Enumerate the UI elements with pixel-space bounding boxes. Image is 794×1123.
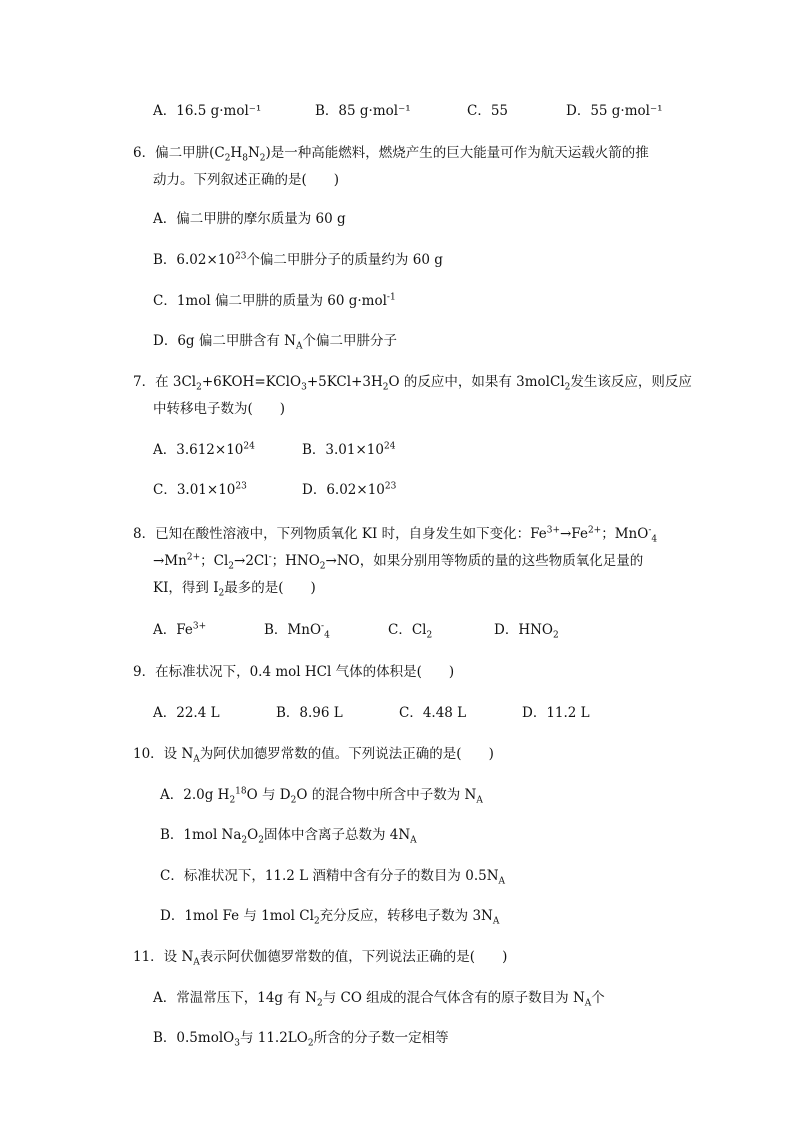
q8-option-d: D．$HNO_2$ (494, 622, 559, 641)
q7-stem-line1: 7．在 $3Cl_2+6KOH=KClO_3+5KCl+3H_2O$ 的反应中，如果有 3molCl$_2$发生该反应，则反应 (133, 374, 692, 393)
q11-option-a: A．常温常压下，14g 有 $N_2$与 CO 组成的混合气体含有的原子数目为 $N_A$个 (153, 990, 605, 1009)
q6-option-a: A．偏二甲肼的摩尔质量为 60 g (153, 211, 346, 227)
q8-stem-line1: 8．已知在酸性溶液中，下列物质氧化 KI 时，自身发生如下变化：$Fe^{3+}\to Fe^{2+}$；MnO-$_4$ (133, 525, 658, 545)
q6-option-d: D．6g 偏二甲肼含有 $N_A$个偏二甲肼分子 (153, 333, 397, 352)
q10-stem: 10．设 $N_A$为阿伏加德罗常数的值。下列说法正确的是( ) (133, 746, 494, 765)
q7-option-d: D．$6.02\times 10^{23}$ (302, 481, 397, 498)
q5-option-a: A．16.5 g·mol⁻¹ (153, 103, 262, 119)
q7-option-b: B．$3.01\times 10^{24}$ (302, 441, 396, 458)
q7-option-c: C．$3.01\times 10^{23}$ (153, 481, 247, 498)
q9-option-d: D．11.2 L (522, 705, 590, 721)
q7-stem-line2: 中转移电子数为( ) (153, 401, 286, 417)
q5-option-c: C．55 (467, 103, 509, 119)
q9-option-c: C．4.48 L (399, 705, 467, 721)
q10-option-c: C．标准状况下，11.2 L 酒精中含有分子的数目为 $0.5N_A$ (160, 868, 506, 887)
q10-option-a: A．2.0g $H_2^{18}O$ 与 $D_2O$ 的混合物中所含中子数为 $N_A$ (160, 786, 483, 806)
q8-stem-line3: KI，得到 $I_2$最多的是( ) (153, 580, 316, 599)
q6-stem-line1: 6．偏二甲肼$(C_2H_8N_2)$是一种高能燃料，燃烧产生的巨大能量可作为航天运载火箭的推 (133, 145, 649, 164)
q9-option-b: B．8.96 L (276, 705, 343, 721)
q7-option-a: A．$3.612\times 10^{24}$ (153, 441, 255, 458)
q9-stem: 9．在标准状况下，0.4 mol HCl 气体的体积是( ) (133, 664, 455, 680)
q6-option-c: C．1mol 偏二甲肼的质量为 60 g·mol$^{-1}$ (153, 292, 396, 309)
q6-stem-line2: 动力。下列叙述正确的是( ) (153, 172, 340, 188)
q5-option-d: D．55 g·mol⁻¹ (566, 103, 663, 119)
q9-option-a: A．22.4 L (153, 705, 220, 721)
q11-stem: 11．设 $N_A$表示阿伏伽德罗常数的值，下列说法正确的是( ) (133, 949, 508, 968)
q8-option-b: B．MnO-$_4$ (264, 621, 330, 641)
q10-option-d: D．1mol Fe 与 1mol $Cl_2$充分反应，转移电子数为 $3N_A$ (160, 908, 500, 927)
q8-stem-line2: $\to Mn^{2+}$；$Cl_2\to 2Cl^-$；$HNO_2\to NO$，如果分别用等物质的量的这些物质氧化足量的 (153, 552, 644, 572)
q8-option-a: A．$Fe^{3+}$ (153, 621, 207, 638)
q11-option-b: B．0.5molO$_3$与 $11.2LO_2$所含的分子数一定相等 (153, 1030, 449, 1049)
q8-option-c: C．$Cl_2$ (388, 622, 433, 641)
q10-option-b: B．1mol $Na_2O_2$固体中含离子总数为 $4N_A$ (160, 827, 417, 846)
q6-option-b: B．$6.02\times 10^{23}$个偏二甲肼分子的质量约为 60 g (153, 251, 443, 268)
q5-option-b: B．85 g·mol⁻¹ (315, 103, 411, 119)
